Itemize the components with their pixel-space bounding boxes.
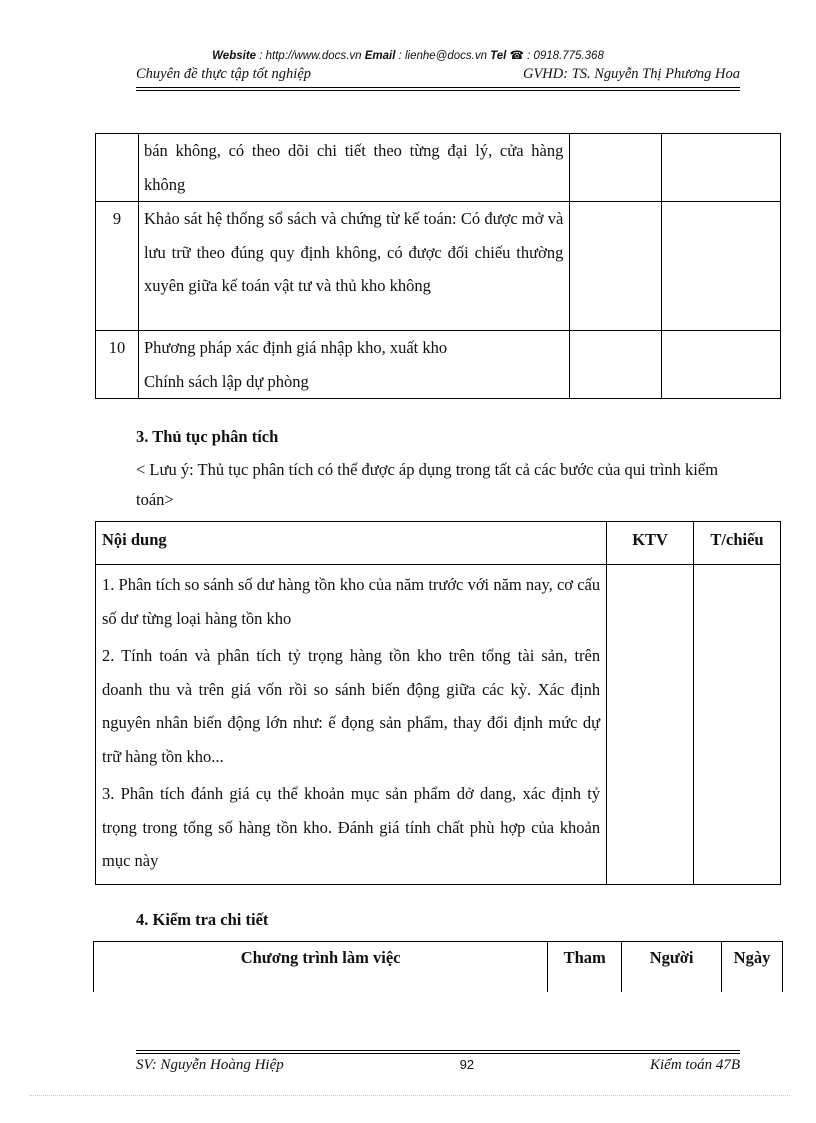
empty-cell [570, 331, 662, 399]
table-header-row [94, 942, 783, 993]
empty-cell [662, 331, 781, 399]
table-row [96, 134, 781, 202]
column-header: Người [622, 942, 722, 993]
footer-rule [136, 1050, 740, 1051]
column-header: Chương trình làm việc [94, 942, 548, 993]
list-item: 3. Phân tích đánh giá cụ thể khoản mục sản phẩm dở dang, xác định tỷ trọng trong tổng số hàng tồn kho. Đánh giá tính chất phù hợp của khoản mục này [102, 784, 601, 870]
section-4-title: 4. Kiểm tra chi tiết [136, 910, 269, 929]
row-number [96, 134, 139, 202]
header-rule-2 [136, 90, 740, 91]
header-left-title: Chuyên đề thực tập tốt nghiệp [136, 66, 312, 82]
empty-cell [662, 202, 781, 331]
website-value[interactable]: : http://www.docs.vn [256, 50, 365, 62]
analysis-items-cell [96, 565, 607, 885]
column-header: Nội dung [96, 522, 607, 565]
row-line: Chính sách lập dự phòng [143, 371, 309, 391]
row-line: Phương pháp xác định giá nhập kho, xuất kho [143, 338, 448, 357]
list-item: 1. Phân tích so sánh số dư hàng tồn kho của năm trước với năm nay, cơ cấu số dư từng loại hàng tồn kho [102, 575, 601, 628]
empty-cell [607, 565, 694, 885]
header-titles [136, 66, 740, 83]
footer-student: SV: Nguyễn Hoàng Hiệp [136, 1057, 284, 1073]
empty-cell [694, 565, 781, 885]
page-edge-divider [30, 1095, 790, 1096]
table-row [96, 331, 781, 399]
list-item: 2. Tính toán và phân tích tỷ trọng hàng tồn kho trên tổng tài sản, trên doanh thu và trên giá vốn rồi so sánh biến động giữa các kỳ. Xác định nguyên nhân biến động lớn như: ế đọng sản phẩm, thay đổi định mức dự trữ hàng tồn kho... [102, 646, 601, 766]
tel-label: Tel [490, 50, 507, 62]
column-header: KTV [607, 522, 694, 565]
empty-cell [662, 134, 781, 202]
header-rule [136, 87, 740, 88]
section-3-note: < Lưu ý: Thủ tục phân tích có thể được áp dụng trong tất cả các bước của qui trình kiểm toán> [136, 460, 719, 509]
footer-class: Kiểm toán 47B [650, 1057, 740, 1073]
column-header: Tham [548, 942, 622, 993]
footer-rule-2 [136, 1053, 740, 1054]
phone-icon: ☎ [509, 50, 524, 62]
table-row [96, 565, 781, 885]
section-3-title: 3. Thủ tục phân tích [136, 427, 279, 446]
page-number: 92 [459, 1057, 475, 1072]
analysis-table [95, 521, 781, 885]
table-header-row [96, 522, 781, 565]
empty-cell [570, 202, 662, 331]
detail-test-table [93, 941, 783, 992]
footer [136, 1057, 740, 1074]
header-contact-line [0, 48, 816, 62]
email-label: Email [364, 50, 396, 62]
email-value[interactable]: : lienhe@docs.vn [395, 50, 491, 62]
empty-cell [570, 134, 662, 202]
table-row [96, 202, 781, 331]
column-header: T/chiếu [694, 522, 781, 565]
row-number: 9 [96, 202, 139, 331]
tel-value: : 0918.775.368 [523, 50, 604, 62]
row-text [138, 331, 569, 399]
row-text: bán không, có theo dõi chi tiết theo từng đại lý, cửa hàng không [138, 134, 569, 202]
checklist-table [95, 133, 781, 399]
header-right-title: GVHD: TS. Nguyễn Thị Phương Hoa [522, 66, 740, 82]
website-label: Website [212, 50, 257, 62]
row-number: 10 [96, 331, 139, 399]
row-text: Khảo sát hệ thống sổ sách và chứng từ kế toán: Có được mở và lưu trữ theo đúng quy định không, có được đối chiếu thường xuyên giữa kế toán vật tư và thủ kho không [138, 202, 569, 331]
column-header: Ngày [722, 942, 783, 993]
